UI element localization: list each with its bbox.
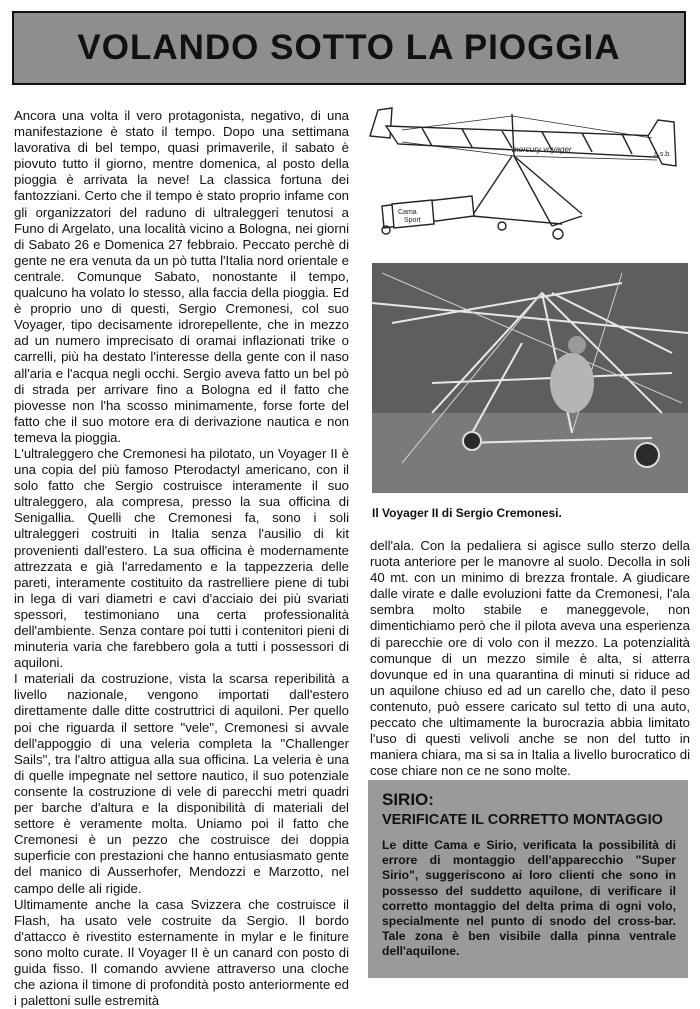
notice-subheading: VERIFICATE IL CORRETTO MONTAGGIO	[382, 812, 663, 828]
right-column	[370, 538, 690, 779]
paragraph: Ultimamente anche la casa Svizzera che costruisce il Flash, ha usato vele costruite da Sergio. Il bordo d'attacco è rivestito esternamente in mylar e le finiture sono molto curate. Il Voyager II è un canard con posto di guida fisso. Il comando avviene attraverso una cloche che aziona il timone di profondità posto anteriormente ed i palettoni sulle estremità	[14, 896, 349, 1009]
paragraph: I materiali da costruzione, vista la scarsa reperibilità a livello nazionale, vengono importati dall'estero direttamente dalle ditte costruttrici di aquiloni. Per quello poi che riguarda il settore "vele", Cremonesi si avvale dell'appoggio di una veleria completa la "Challenger Sails", tra l'altro attigua alla sua officina. La veleria è una di quelle impegnate nel settore nautico, il suo potenziale consente la costruzione di vele di parecchi metri quadri per barche d'altura e la disponibilità di materiali del settore è veramente molta. Uniamo poi il fatto che Cremonesi è un pezzo che costruisce dei doppia superficie con prestazioni che hanno entusiasmato gente del manico di Ausserhofer, Mendozzi e Marzotto, nel campo delle ali rigide.	[14, 671, 349, 896]
cart-label-2: Sport	[404, 217, 421, 224]
left-column	[14, 108, 349, 1009]
notice-body: Le ditte Cama e Sirio, verificata la possibilità di errore di montaggio dell'apparecchio "Super Sirio", suggeriscono ai loro clienti che sono in possesso del suddetto aquilone, di verificare il corretto montaggio del delta prima di ogni volo, specialmente nel punto di snodo del cross-bar. Tale zona è ben visibile dalla pinna ventrale dell'aquilone.	[382, 838, 676, 959]
wing-label: mercury voyager	[512, 145, 572, 154]
photo-illustration	[372, 263, 688, 493]
aircraft-photo	[372, 263, 688, 493]
page-title: VOLANDO SOTTO LA PIOGGIA	[77, 28, 621, 67]
ultralight-sketch	[362, 96, 688, 246]
notice-heading: SIRIO:	[382, 790, 434, 809]
paragraph: Ancora una volta il vero protagonista, negativo, di una manifestazione è stato il tempo. Dopo una settimana lavorativa di bel tempo, quasi primaverile, il sabato è piovuto tutto il giorno, mentre domenica, al posto della pioggia è arrivata la neve! La classica fortuna dei fantozziani. Certo che il tempo è stato proprio infame con gli organizzatori del raduno di ultraleggeri tenutosi a Funo di Argelato, una località vicino a Bologna, nei giorni di Sabato 26 e Domenica 27 febbraio. Peccato perchè di gente ne era venuta da un pò tutta l'Italia nord orientale e centrale. Comunque Sabato, nonostante il tempo, qualcuno ha volato lo stesso, alla faccia della pioggia. Ed è proprio uno di questi, Sergio Cremonesi, col suo Voyager, tipo decisamente idrorepellente, che in mezzo ad un numero imprecisato di oramai inflazionati trike o carrelli, più ha destato l'interesse della gente con il naso all'aria e l'acqua negli occhi. Sergio aveva fatto un bel pò di strada per arrivare fino a Bologna ed il fatto che piovesse non l'ha scosso minimamente, forse forte del fatto che il suo motore era di derivazione nautica e non temeva la pioggia.	[14, 108, 349, 445]
tail-label: a.s.b.	[654, 151, 672, 158]
title-banner	[12, 11, 686, 85]
cart-label: Cama	[398, 209, 417, 216]
paragraph: dell'ala. Con la pedaliera si agisce sullo sterzo della ruota anteriore per le manovre al suolo. Decolla in soli 40 mt. con un minimo di brezza frontale. A giudicare dalle virate e dalle evoluzioni fatte da Cremonesi, l'ala sembra molto stabile e maneggevole, non dimentichiamo però che il pilota aveva una esperienza di parecchie ore di volo con il mezzo. La potenzialità comunque di un mezzo simile è alta, si atterra dovunque ed in una quarantina di minuti si riduce ad un aquilone chiuso ed ad un carello che, dato il peso contenuto, può essere caricato sul tetto di una auto, peccato che ultimamente la burocrazia abbia limitato l'uso di questi velivoli anche se non del tutto in maniera chiara, ma si sa in Italia a livello burocratico di cose chiare non ce ne sono molte.	[370, 538, 690, 779]
sirio-notice-box	[368, 780, 688, 978]
photo-caption: Il Voyager II di Sergio Cremonesi.	[372, 506, 562, 520]
paragraph: L'ultraleggero che Cremonesi ha pilotato, un Voyager II è una copia del più famoso Pterodactyl americano, con il solo fatto che Sergio costruisce interamente il suo ultraleggero, ala compresa, presso la sua officina di Senigallia. Quelli che Cremonesi fa, sono i soli ultraleggeri costruiti in Italia senza l'ausilio di kit provenienti dall'estero. La sua officina è modernamente attrezzata e già l'arredamento e la tappezzeria delle pareti, interamente costituito da rastrelliere piene di tubi in lega di vari diametri e cavi d'acciaio dei più svariati spessori, testimoniano una certa professionalità dell'ambiente. Senza contare poi tutti i contenitori pieni di minuteria varia che farebbero gola a tutti i possessori di aquiloni.	[14, 445, 349, 671]
